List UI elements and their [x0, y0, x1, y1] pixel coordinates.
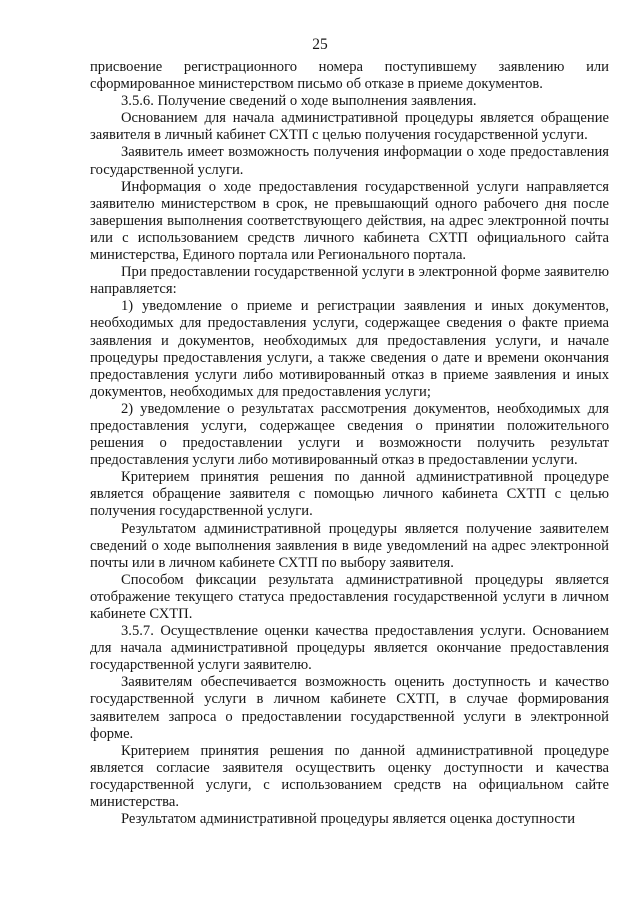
- document-body: [90, 59, 609, 828]
- section-heading-3-5-6: 3.5.6. Получение сведений о ходе выполнения заявления.: [121, 93, 477, 110]
- paragraph-electronic-form: При предоставлении государственной услуги в электронной форме заявителю направляется:: [90, 264, 609, 298]
- page-number: 25: [312, 36, 328, 53]
- paragraph-basis: Основанием для начала административной процедуры является обращение заявителя в личный кабинет СХТП с целью получения государственной услуги.: [90, 110, 609, 144]
- paragraph-registration-continuation: присвоение регистрационного номера поступившему заявлению или сформированное министерством письмо об отказе в приеме документов.: [90, 59, 609, 93]
- paragraph-quality-assessment: Заявителям обеспечивается возможность оценить доступность и качество государственной услуги в личном кабинете СХТП, в случае формирования заявителем запроса о предоставлении государственной услуги в электронной форме.: [90, 674, 609, 742]
- paragraph-applicant-ability: Заявитель имеет возможность получения информации о ходе предоставления государственной услуги.: [90, 144, 609, 178]
- paragraph-quality-result: Результатом административной процедуры является оценка доступности: [121, 811, 576, 828]
- paragraph-result: Результатом административной процедуры является получение заявителем сведений о ходе выполнения заявления в виде уведомлений на адрес электронной почты или в личном кабинете СХТП по выбору заявителя.: [90, 520, 609, 571]
- list-item-1: 1) уведомление о приеме и регистрации заявления и иных документов, необходимых для предоставления услуги, содержащее сведения о факте приема заявления и документов, необходимых для предоставления услуги, и начале процедуры предоставления услуги, а также сведения о дате и времени окончания предоставления услуги либо мотивированный отказ в приеме заявления и иных документов, необходимых для предоставления услуги;: [90, 298, 609, 400]
- list-item-2: 2) уведомление о результатах рассмотрения документов, необходимых для предоставления услуги, содержащее сведения о принятии положительного решения о предоставлении услуги и возможности получить результат предоставления услуги либо мотивированный отказ в предоставлении услуги.: [90, 400, 609, 469]
- paragraph-quality-criterion: Критерием принятия решения по данной административной процедуре является согласие заявителя осуществить оценку доступности и качества государственной услуги, с использованием средств на официальном сайте министерства.: [90, 742, 609, 811]
- paragraph-information-delivery: Информация о ходе предоставления государственной услуги направляется заявителю министерством в срок, не превышающий одного рабочего дня после завершения выполнения соответствующего действия, на адрес электронной почты или с использованием средств личного кабинета СХТП официального сайта министерства, Единого портала или Регионального портала.: [90, 178, 609, 264]
- paragraph-fixation-method: Способом фиксации результата административной процедуры является отображение текущего статуса предоставления государственной услуги в личном кабинете СХТП.: [90, 571, 609, 622]
- section-heading-3-5-7: 3.5.7. Осуществление оценки качества предоставления услуги. Основанием для начала административной процедуры является окончание предоставления государственной услуги заявителю.: [90, 623, 609, 674]
- paragraph-criterion: Критерием принятия решения по данной административной процедуре является обращение заявителя с помощью личного кабинета СХТП с целью получения государственной услуги.: [90, 469, 609, 520]
